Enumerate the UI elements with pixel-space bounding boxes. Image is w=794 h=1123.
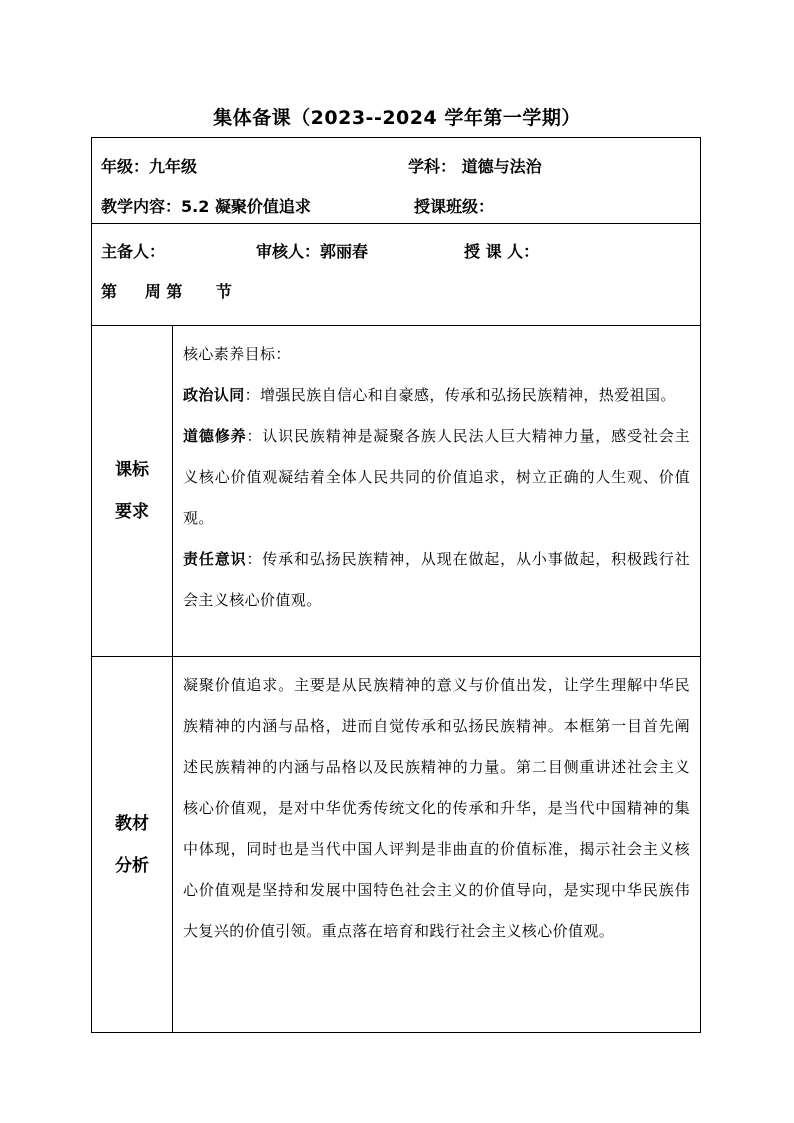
lead-preparer-field: 主备人： (101, 242, 166, 261)
textbook-analysis-label (92, 657, 173, 1033)
class-field: 授课班级： (414, 197, 495, 216)
curriculum-requirements-label (92, 326, 173, 657)
label-line: 教材 (115, 813, 149, 834)
intro-text: 核心素养目标： (183, 345, 291, 363)
teacher-field: 授 课 人： (464, 242, 540, 261)
grade-field: 年级：九年级 (101, 157, 198, 176)
label-line: 课标 (115, 460, 149, 480)
content-field: 教学内容：5.2 凝聚价值追求 (101, 197, 311, 216)
analysis-text: 凝聚价值追求。主要是从民族精神的意义与价值出发，让学生理解中华民族精神的内涵与品格，进而自觉传承和弘扬民族精神。本框第一目首先阐述民族精神的内涵与品格以及民族精神的力量。第二目侧重讲述社会主义核心价值观，是对中华优秀传统文化的传承和升华，是当代中国精神的集中体现，同时也是当代中国人评判是非曲直的价值标准，揭示社会主义核心价值观是坚持和发展中国特色社会主义的价值导向，是实现中华民族伟大复兴的价值引领。重点落在培育和践行社会主义核心价值观。 (183, 676, 690, 940)
paragraph-text: ：传承和弘扬民族精神，从现在做起，从小事做起，积极践行社会主义核心价值观。 (183, 550, 690, 609)
paragraph (183, 539, 690, 621)
header-cell-2 (92, 224, 701, 326)
paragraph-text: ：增强民族自信心和自豪感，传承和弘扬民族精神，热爱祖国。 (244, 386, 676, 404)
header-row-1 (92, 138, 701, 224)
label-line: 分析 (115, 855, 149, 876)
lesson-plan-table (91, 137, 701, 1033)
paragraph (183, 416, 690, 539)
textbook-analysis-content (173, 657, 701, 1033)
subject-field: 学科： 道德与法治 (408, 157, 542, 176)
document-title: 集体备课（2023--2024 学年第一学期） (213, 107, 581, 129)
label-line: 要求 (115, 502, 149, 522)
textbook-analysis-row (92, 657, 701, 1033)
curriculum-requirements-content (173, 326, 701, 657)
week-period-field: 第 周 第 节 (101, 282, 232, 301)
reviewer-field: 审核人：郭丽春 (256, 242, 369, 261)
header-row-2 (92, 224, 701, 326)
paragraph-heading: 道德修养 (183, 427, 247, 445)
paragraph-heading: 政治认同 (183, 386, 245, 404)
header-cell-1 (92, 138, 701, 224)
paragraph-heading: 责任意识 (183, 550, 247, 568)
curriculum-requirements-row (92, 326, 701, 657)
paragraph (183, 375, 690, 416)
paragraph-text: ：认识民族精神是凝聚各族人民法人巨大精神力量，感受社会主义核心价值观凝结着全体人民共同的价值追求，树立正确的人生观、价值观。 (183, 427, 690, 527)
